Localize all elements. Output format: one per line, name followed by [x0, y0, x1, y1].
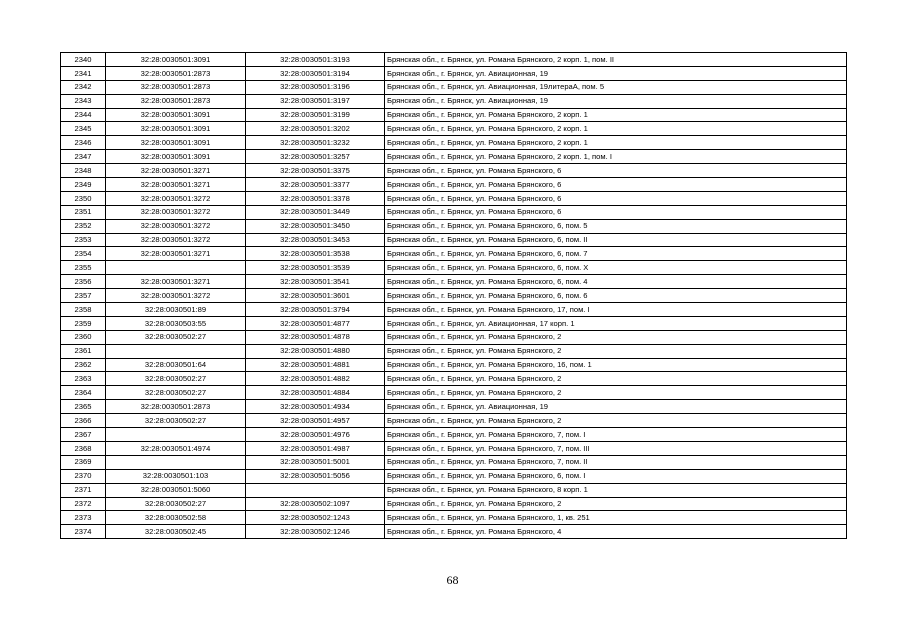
table-row [61, 497, 847, 511]
table-row [61, 428, 847, 442]
row-number-cell: 2359 [61, 316, 106, 330]
parent-cadastral-number-cell: 32:28:0030501:2873 [106, 80, 246, 94]
table-row [61, 303, 847, 317]
parent-cadastral-number-cell: 32:28:0030501:3271 [106, 275, 246, 289]
row-number-cell: 2371 [61, 483, 106, 497]
row-number-cell: 2361 [61, 344, 106, 358]
cadastral-number-cell: 32:28:0030501:3538 [246, 247, 385, 261]
address-cell: Брянская обл., г. Брянск, ул. Романа Брянского, 6, пом. II [385, 233, 847, 247]
row-number-cell: 2341 [61, 66, 106, 80]
table-row [61, 150, 847, 164]
address-cell: Брянская обл., г. Брянск, ул. Романа Брянского, 6, пом. I [385, 469, 847, 483]
row-number-cell: 2350 [61, 191, 106, 205]
parent-cadastral-number-cell: 32:28:0030502:45 [106, 525, 246, 539]
row-number-cell: 2345 [61, 122, 106, 136]
row-number-cell: 2343 [61, 94, 106, 108]
table-row [61, 275, 847, 289]
parent-cadastral-number-cell: 32:28:0030501:3272 [106, 289, 246, 303]
row-number-cell: 2360 [61, 330, 106, 344]
address-cell: Брянская обл., г. Брянск, ул. Романа Брянского, 2 [385, 386, 847, 400]
address-cell: Брянская обл., г. Брянск, ул. Романа Брянского, 6, пом. 5 [385, 219, 847, 233]
parent-cadastral-number-cell: 32:28:0030502:27 [106, 497, 246, 511]
row-number-cell: 2358 [61, 303, 106, 317]
cadastral-registry-table [60, 52, 847, 539]
cadastral-number-cell [246, 483, 385, 497]
cadastral-number-cell: 32:28:0030501:4934 [246, 400, 385, 414]
address-cell: Брянская обл., г. Брянск, ул. Романа Брянского, 2 корп. 1 [385, 122, 847, 136]
cadastral-number-cell: 32:28:0030501:3375 [246, 164, 385, 178]
address-cell: Брянская обл., г. Брянск, ул. Авиационная, 19литераА, пом. 5 [385, 80, 847, 94]
address-cell: Брянская обл., г. Брянск, ул. Романа Брянского, 1, кв. 251 [385, 511, 847, 525]
row-number-cell: 2355 [61, 261, 106, 275]
row-number-cell: 2368 [61, 441, 106, 455]
cadastral-number-cell: 32:28:0030501:3794 [246, 303, 385, 317]
row-number-cell: 2373 [61, 511, 106, 525]
cadastral-number-cell: 32:28:0030501:4957 [246, 414, 385, 428]
table-row [61, 344, 847, 358]
parent-cadastral-number-cell: 32:28:0030501:2873 [106, 66, 246, 80]
cadastral-number-cell: 32:28:0030501:4877 [246, 316, 385, 330]
cadastral-number-cell: 32:28:0030501:4878 [246, 330, 385, 344]
row-number-cell: 2346 [61, 136, 106, 150]
address-cell: Брянская обл., г. Брянск, ул. Романа Брянского, 4 [385, 525, 847, 539]
cadastral-number-cell: 32:28:0030501:3378 [246, 191, 385, 205]
cadastral-number-cell: 32:28:0030501:3601 [246, 289, 385, 303]
parent-cadastral-number-cell: 32:28:0030501:5060 [106, 483, 246, 497]
cadastral-number-cell: 32:28:0030502:1097 [246, 497, 385, 511]
address-cell: Брянская обл., г. Брянск, ул. Романа Брянского, 6, пом. X [385, 261, 847, 275]
address-cell: Брянская обл., г. Брянск, ул. Романа Брянского, 6 [385, 191, 847, 205]
row-number-cell: 2349 [61, 178, 106, 192]
cadastral-number-cell: 32:28:0030501:4880 [246, 344, 385, 358]
parent-cadastral-number-cell: 32:28:0030502:27 [106, 386, 246, 400]
row-number-cell: 2365 [61, 400, 106, 414]
table-row [61, 164, 847, 178]
table-row [61, 483, 847, 497]
parent-cadastral-number-cell: 32:28:0030502:27 [106, 414, 246, 428]
row-number-cell: 2366 [61, 414, 106, 428]
cadastral-number-cell: 32:28:0030501:4976 [246, 428, 385, 442]
table-row [61, 247, 847, 261]
row-number-cell: 2363 [61, 372, 106, 386]
parent-cadastral-number-cell [106, 455, 246, 469]
parent-cadastral-number-cell: 32:28:0030502:27 [106, 330, 246, 344]
address-cell: Брянская обл., г. Брянск, ул. Романа Брянского, 7, пом. I [385, 428, 847, 442]
parent-cadastral-number-cell: 32:28:0030501:3091 [106, 136, 246, 150]
parent-cadastral-number-cell: 32:28:0030503:55 [106, 316, 246, 330]
parent-cadastral-number-cell [106, 261, 246, 275]
address-cell: Брянская обл., г. Брянск, ул. Романа Брянского, 6, пом. 6 [385, 289, 847, 303]
row-number-cell: 2352 [61, 219, 106, 233]
cadastral-number-cell: 32:28:0030501:3453 [246, 233, 385, 247]
address-cell: Брянская обл., г. Брянск, ул. Романа Брянского, 6 [385, 205, 847, 219]
address-cell: Брянская обл., г. Брянск, ул. Романа Брянского, 2 [385, 414, 847, 428]
cadastral-number-cell: 32:28:0030501:3197 [246, 94, 385, 108]
parent-cadastral-number-cell: 32:28:0030501:64 [106, 358, 246, 372]
address-cell: Брянская обл., г. Брянск, ул. Романа Брянского, 2 [385, 344, 847, 358]
parent-cadastral-number-cell [106, 344, 246, 358]
table-row [61, 261, 847, 275]
cadastral-number-cell: 32:28:0030501:4987 [246, 441, 385, 455]
row-number-cell: 2340 [61, 53, 106, 67]
table-row [61, 66, 847, 80]
parent-cadastral-number-cell: 32:28:0030501:3271 [106, 178, 246, 192]
table-row [61, 233, 847, 247]
cadastral-number-cell: 32:28:0030501:3196 [246, 80, 385, 94]
address-cell: Брянская обл., г. Брянск, ул. Романа Брянского, 2 корп. 1, пом. II [385, 53, 847, 67]
registry-table-body [61, 53, 847, 539]
parent-cadastral-number-cell: 32:28:0030501:3272 [106, 191, 246, 205]
address-cell: Брянская обл., г. Брянск, ул. Авиационная, 19 [385, 94, 847, 108]
row-number-cell: 2374 [61, 525, 106, 539]
table-row [61, 400, 847, 414]
cadastral-number-cell: 32:28:0030501:3377 [246, 178, 385, 192]
row-number-cell: 2354 [61, 247, 106, 261]
table-row [61, 525, 847, 539]
address-cell: Брянская обл., г. Брянск, ул. Романа Брянского, 7, пом. III [385, 441, 847, 455]
cadastral-number-cell: 32:28:0030501:3194 [246, 66, 385, 80]
table-row [61, 80, 847, 94]
cadastral-number-cell: 32:28:0030501:4884 [246, 386, 385, 400]
address-cell: Брянская обл., г. Брянск, ул. Романа Брянского, 7, пом. II [385, 455, 847, 469]
address-cell: Брянская обл., г. Брянск, ул. Романа Брянского, 6 [385, 178, 847, 192]
address-cell: Брянская обл., г. Брянск, ул. Авиационная, 17 корп. 1 [385, 316, 847, 330]
table-row [61, 53, 847, 67]
table-row [61, 511, 847, 525]
cadastral-number-cell: 32:28:0030502:1246 [246, 525, 385, 539]
address-cell: Брянская обл., г. Брянск, ул. Авиационная, 19 [385, 400, 847, 414]
cadastral-number-cell: 32:28:0030501:3449 [246, 205, 385, 219]
table-row [61, 219, 847, 233]
address-cell: Брянская обл., г. Брянск, ул. Романа Брянского, 8 корп. 1 [385, 483, 847, 497]
address-cell: Брянская обл., г. Брянск, ул. Романа Брянского, 6 [385, 164, 847, 178]
parent-cadastral-number-cell: 32:28:0030501:103 [106, 469, 246, 483]
table-row [61, 469, 847, 483]
address-cell: Брянская обл., г. Брянск, ул. Романа Брянского, 17, пом. I [385, 303, 847, 317]
row-number-cell: 2356 [61, 275, 106, 289]
address-cell: Брянская обл., г. Брянск, ул. Романа Брянского, 2 [385, 330, 847, 344]
cadastral-number-cell: 32:28:0030501:3199 [246, 108, 385, 122]
table-row [61, 178, 847, 192]
table-row [61, 455, 847, 469]
table-row [61, 94, 847, 108]
table-row [61, 136, 847, 150]
table-row [61, 358, 847, 372]
page-number: 68 [446, 573, 459, 587]
cadastral-number-cell: 32:28:0030501:3450 [246, 219, 385, 233]
address-cell: Брянская обл., г. Брянск, ул. Романа Брянского, 6, пом. 7 [385, 247, 847, 261]
row-number-cell: 2357 [61, 289, 106, 303]
address-cell: Брянская обл., г. Брянск, ул. Романа Брянского, 16, пом. 1 [385, 358, 847, 372]
cadastral-number-cell: 32:28:0030501:3193 [246, 53, 385, 67]
parent-cadastral-number-cell: 32:28:0030501:3272 [106, 233, 246, 247]
table-row [61, 316, 847, 330]
row-number-cell: 2348 [61, 164, 106, 178]
parent-cadastral-number-cell [106, 428, 246, 442]
cadastral-number-cell: 32:28:0030501:5056 [246, 469, 385, 483]
table-row [61, 122, 847, 136]
parent-cadastral-number-cell: 32:28:0030501:3091 [106, 108, 246, 122]
address-cell: Брянская обл., г. Брянск, ул. Романа Брянского, 2 [385, 497, 847, 511]
parent-cadastral-number-cell: 32:28:0030501:3271 [106, 164, 246, 178]
parent-cadastral-number-cell: 32:28:0030501:3271 [106, 247, 246, 261]
parent-cadastral-number-cell: 32:28:0030502:27 [106, 372, 246, 386]
address-cell: Брянская обл., г. Брянск, ул. Романа Брянского, 2 [385, 372, 847, 386]
row-number-cell: 2369 [61, 455, 106, 469]
address-cell: Брянская обл., г. Брянск, ул. Романа Брянского, 2 корп. 1 [385, 108, 847, 122]
cadastral-number-cell: 32:28:0030502:1243 [246, 511, 385, 525]
row-number-cell: 2342 [61, 80, 106, 94]
table-row [61, 372, 847, 386]
cadastral-number-cell: 32:28:0030501:5001 [246, 455, 385, 469]
table-row [61, 205, 847, 219]
cadastral-number-cell: 32:28:0030501:4882 [246, 372, 385, 386]
address-cell: Брянская обл., г. Брянск, ул. Романа Брянского, 6, пом. 4 [385, 275, 847, 289]
parent-cadastral-number-cell: 32:28:0030501:89 [106, 303, 246, 317]
parent-cadastral-number-cell: 32:28:0030501:3272 [106, 205, 246, 219]
cadastral-number-cell: 32:28:0030501:3232 [246, 136, 385, 150]
row-number-cell: 2351 [61, 205, 106, 219]
row-number-cell: 2370 [61, 469, 106, 483]
table-row [61, 441, 847, 455]
row-number-cell: 2362 [61, 358, 106, 372]
row-number-cell: 2353 [61, 233, 106, 247]
table-row [61, 330, 847, 344]
row-number-cell: 2372 [61, 497, 106, 511]
row-number-cell: 2347 [61, 150, 106, 164]
cadastral-number-cell: 32:28:0030501:3541 [246, 275, 385, 289]
parent-cadastral-number-cell: 32:28:0030501:3091 [106, 53, 246, 67]
cadastral-number-cell: 32:28:0030501:3539 [246, 261, 385, 275]
parent-cadastral-number-cell: 32:28:0030501:4974 [106, 441, 246, 455]
parent-cadastral-number-cell: 32:28:0030502:58 [106, 511, 246, 525]
address-cell: Брянская обл., г. Брянск, ул. Романа Брянского, 2 корп. 1, пом. I [385, 150, 847, 164]
row-number-cell: 2367 [61, 428, 106, 442]
parent-cadastral-number-cell: 32:28:0030501:2873 [106, 400, 246, 414]
cadastral-number-cell: 32:28:0030501:3202 [246, 122, 385, 136]
table-row [61, 108, 847, 122]
row-number-cell: 2364 [61, 386, 106, 400]
table-row [61, 289, 847, 303]
address-cell: Брянская обл., г. Брянск, ул. Авиационная, 19 [385, 66, 847, 80]
parent-cadastral-number-cell: 32:28:0030501:3272 [106, 219, 246, 233]
parent-cadastral-number-cell: 32:28:0030501:2873 [106, 94, 246, 108]
table-row [61, 386, 847, 400]
cadastral-number-cell: 32:28:0030501:4881 [246, 358, 385, 372]
parent-cadastral-number-cell: 32:28:0030501:3091 [106, 122, 246, 136]
table-row [61, 191, 847, 205]
parent-cadastral-number-cell: 32:28:0030501:3091 [106, 150, 246, 164]
row-number-cell: 2344 [61, 108, 106, 122]
table-row [61, 414, 847, 428]
address-cell: Брянская обл., г. Брянск, ул. Романа Брянского, 2 корп. 1 [385, 136, 847, 150]
cadastral-number-cell: 32:28:0030501:3257 [246, 150, 385, 164]
